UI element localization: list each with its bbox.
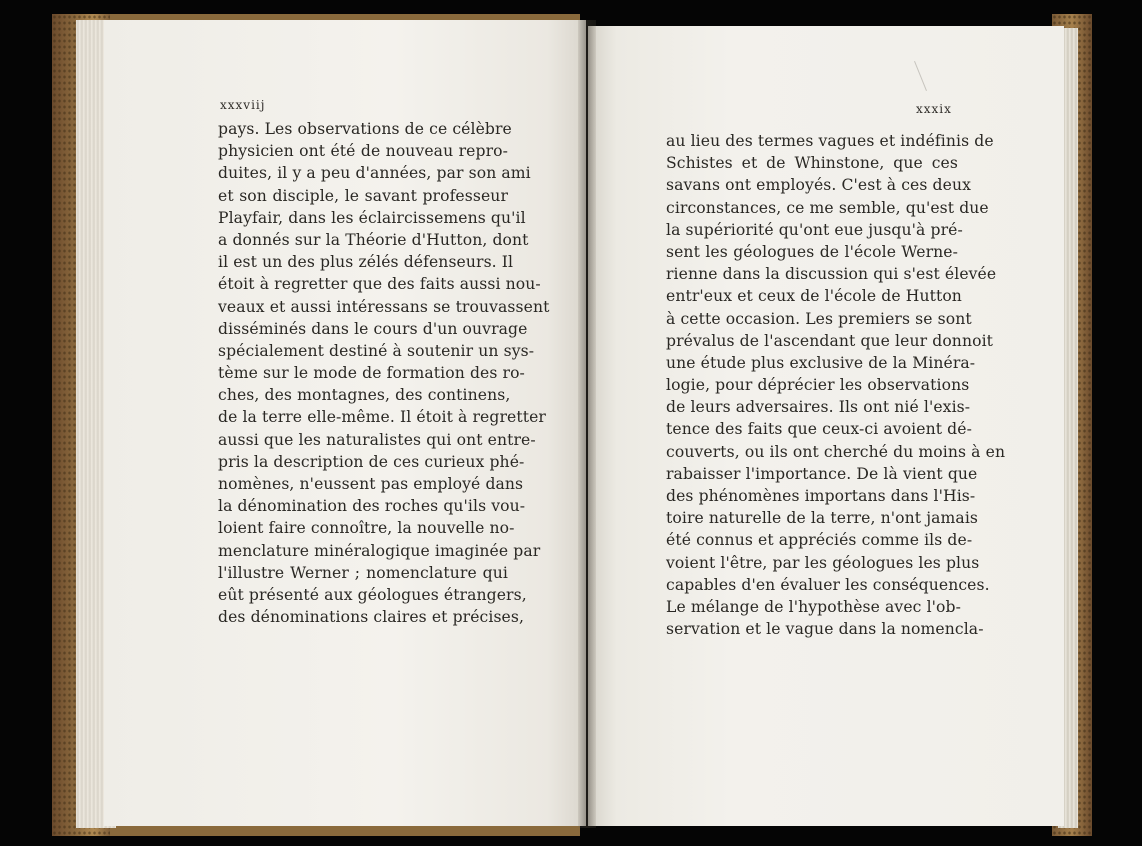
text-line: circonstances, ce me semble, qu'est due	[666, 198, 989, 217]
text-line: loient faire connoître, la nouvelle no-	[218, 519, 515, 538]
text-line: Le mélange de l'hypothèse avec l'ob-	[666, 597, 961, 616]
text-line: voient l'être, par les géologues les plus	[666, 553, 980, 572]
text-line: pays. Les observations de ce célèbre	[218, 120, 512, 138]
text-line: servation et le vague dans la nomencla-	[666, 620, 984, 639]
text-line: la dénomination des roches qu'ils vou-	[218, 497, 526, 516]
text-line: la supériorité qu'ont eue jusqu'à pré-	[666, 220, 963, 239]
text-line: a donnés sur la Théorie d'Hutton, dont	[218, 230, 529, 249]
text-line: sent les géologues de l'école Werne-	[666, 242, 958, 261]
text-line: eût présenté aux géologues étrangers,	[218, 585, 527, 604]
text-line: pris la description de ces curieux phé-	[218, 452, 525, 471]
text-line: veaux et aussi intéressans se trouvassent	[218, 297, 550, 316]
text-line: tème sur le mode de formation des ro-	[218, 364, 525, 383]
text-line: à cette occasion. Les premiers se sont	[666, 309, 972, 328]
text-line: une étude plus exclusive de la Minéra-	[666, 353, 976, 372]
text-line: ches, des montagnes, des continens,	[218, 386, 511, 405]
book-gutter	[578, 20, 596, 828]
left-page-number: xxxviij	[220, 98, 266, 112]
text-line: tence des faits que ceux-ci avoient dé-	[666, 420, 972, 439]
text-line: duites, il y a peu d'années, par son ami	[218, 164, 531, 183]
text-line: été connus et appréciés comme ils de-	[666, 531, 973, 550]
text-line: de leurs adversaires. Ils ont nié l'exis-	[666, 398, 971, 417]
text-line: couverts, ou ils ont cherché du moins à en	[666, 442, 1006, 461]
text-line: menclature minéralogique imaginée par	[218, 541, 541, 560]
right-page-text	[666, 130, 1006, 640]
text-line: savans ont employés. C'est à ces deux	[666, 176, 971, 195]
text-line: physicien ont été de nouveau repro-	[218, 142, 508, 161]
text-line: nomènes, n'eussent pas employé dans	[218, 475, 524, 493]
text-line: l'illustre Werner ; nomenclature qui	[218, 563, 508, 582]
text-line: spécialement destiné à soutenir un sys-	[218, 341, 535, 360]
left-page-text	[218, 118, 550, 628]
text-line: rabaisser l'importance. De là vient que	[666, 464, 978, 483]
text-line: Schistes et de Whinstone, que ces	[666, 154, 958, 173]
text-line: logie, pour déprécier les observations	[666, 376, 970, 395]
text-line: des phénomènes importans dans l'His-	[666, 487, 976, 505]
text-line: au lieu des termes vagues et indéfinis de	[666, 132, 994, 150]
text-line: aussi que les naturalistes qui ont entre-	[218, 430, 536, 449]
book-cover-bottom-edge	[110, 826, 580, 836]
text-line: prévalus de l'ascendant que leur donnoit	[666, 331, 994, 350]
right-page-number: xxxix	[916, 102, 952, 116]
text-line: entr'eux et ceux de l'école de Hutton	[666, 287, 962, 306]
text-line: rienne dans la discussion qui s'est élevée	[666, 265, 997, 284]
text-line: de la terre elle-même. Il étoit à regretter	[218, 408, 546, 427]
text-line: capables d'en évaluer les conséquences.	[666, 575, 990, 594]
text-line: étoit à regretter que des faits aussi nou-	[218, 275, 541, 294]
text-line: Playfair, dans les éclaircissemens qu'il	[218, 208, 526, 227]
text-line: il est un des plus zélés défenseurs. Il	[218, 253, 514, 272]
text-line: disséminés dans le cours d'un ouvrage	[218, 319, 528, 338]
text-line: toire naturelle de la terre, n'ont jamais	[666, 509, 979, 528]
text-line: des dénominations claires et précises,	[218, 608, 525, 627]
text-line: et son disciple, le savant professeur	[218, 186, 508, 205]
